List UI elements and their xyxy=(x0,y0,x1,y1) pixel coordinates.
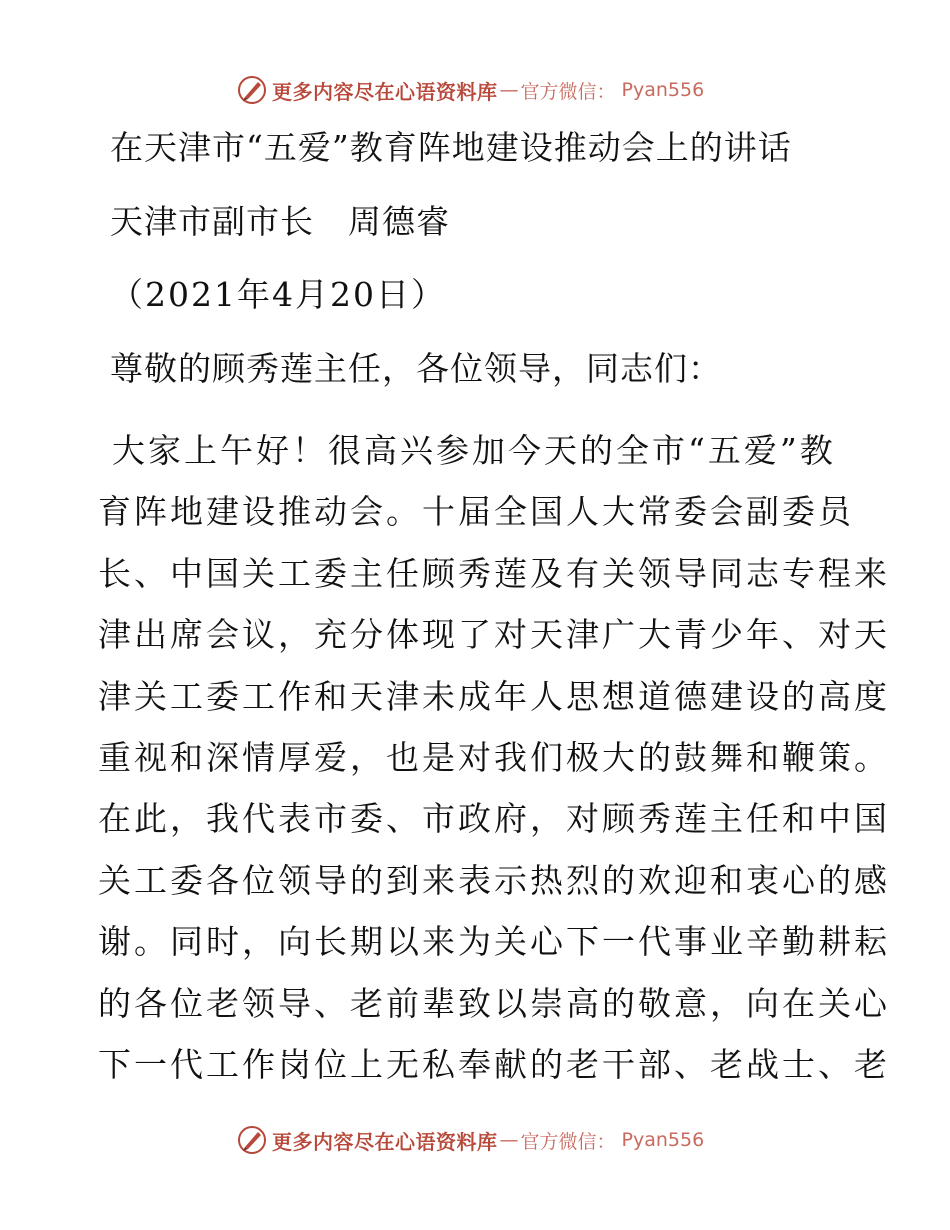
watermark-separator: — xyxy=(499,1129,519,1151)
paragraph-line: 的各位老领导、老前辈致以崇高的敬意，向在关心 xyxy=(98,983,890,1023)
watermark-handle: Pyan556 xyxy=(621,1129,705,1151)
speaker-line: 天津市副市长 周德睿 xyxy=(110,202,450,241)
body-paragraph xyxy=(98,420,890,1095)
date-line: （2021年4月20日） xyxy=(110,275,446,314)
document-title: 在天津市“五爱”教育阵地建设推动会上的讲话 xyxy=(110,128,792,167)
quill-pen-logo-icon xyxy=(236,1124,268,1156)
paragraph-line: 在此，我代表市委、市政府，对顾秀莲主任和中国 xyxy=(98,799,890,839)
watermark-site-name: 更多内容尽在心语资料库 xyxy=(272,79,498,104)
quill-pen-logo-icon xyxy=(236,74,268,106)
header-watermark xyxy=(236,73,704,107)
paragraph-line: 重视和深情厚爱，也是对我们极大的鼓舞和鞭策。 xyxy=(98,738,890,778)
salutation-line: 尊敬的顾秀莲主任，各位领导，同志们： xyxy=(110,349,722,388)
paragraph-line: 大家上午好！很高兴参加今天的全市“五爱”教 xyxy=(112,431,836,470)
watermark-colon: ： xyxy=(596,1130,616,1153)
watermark-wechat-label: 官方微信 xyxy=(520,80,597,103)
watermark-separator: — xyxy=(499,79,519,101)
watermark-wechat-label: 官方微信 xyxy=(520,1130,597,1153)
watermark-colon: ： xyxy=(596,80,616,103)
paragraph-line: 谢。同时，向长期以来为关心下一代事业辛勤耕耘 xyxy=(98,922,890,962)
watermark-handle: Pyan556 xyxy=(621,79,705,101)
paragraph-line: 长、中国关工委主任顾秀莲及有关领导同志专程来 xyxy=(98,553,890,593)
paragraph-line: 津关工委工作和天津未成年人思想道德建设的高度 xyxy=(98,676,890,716)
paragraph-line: 津出席会议，充分体现了对天津广大青少年、对天 xyxy=(98,615,890,655)
watermark-site-name: 更多内容尽在心语资料库 xyxy=(272,1129,498,1154)
paragraph-line: 下一代工作岗位上无私奉献的老干部、老战士、老 xyxy=(98,1045,890,1085)
paragraph-line: 关工委各位领导的到来表示热烈的欢迎和衷心的感 xyxy=(98,860,890,900)
footer-watermark xyxy=(236,1123,704,1157)
paragraph-line: 育阵地建设推动会。十届全国人大常委会副委员 xyxy=(98,492,854,532)
